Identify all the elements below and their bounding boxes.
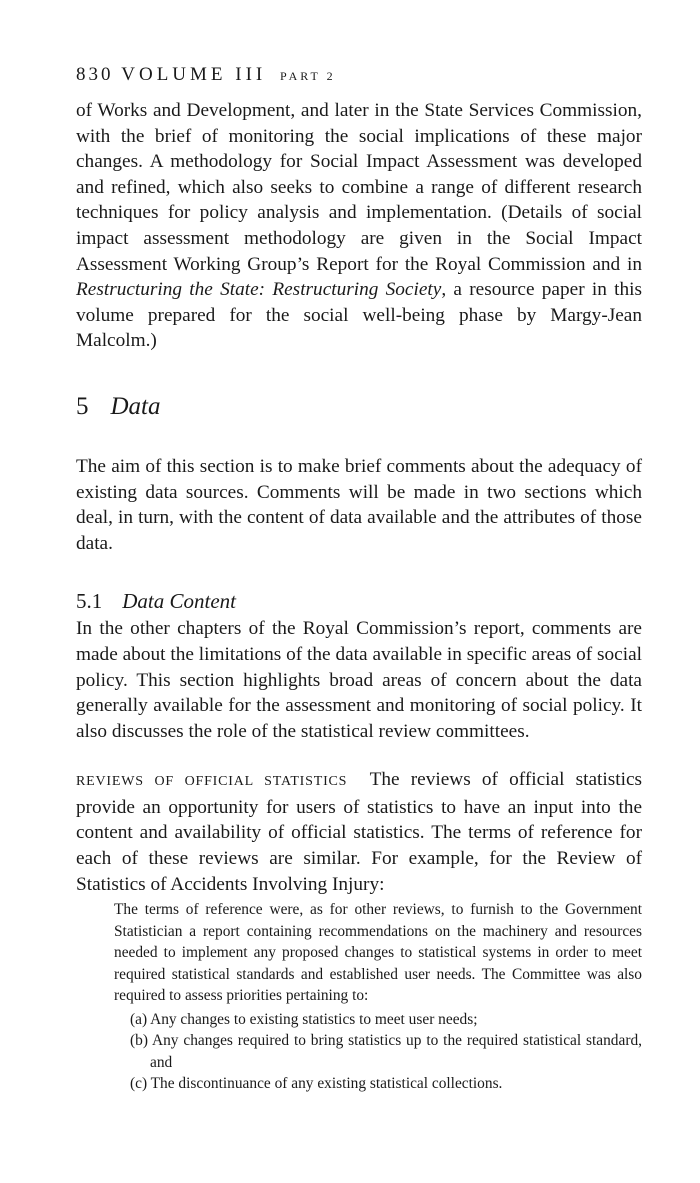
quote-list xyxy=(130,1009,642,1095)
running-head xyxy=(76,64,336,86)
part-label: PART 2 xyxy=(280,69,336,83)
subsection-title: Data Content xyxy=(122,589,236,614)
reviews-paragraph xyxy=(76,767,642,897)
list-item: (c) The discontinuance of any existing statistical collections. xyxy=(130,1075,503,1093)
section-heading xyxy=(76,392,642,422)
reviews-heading: REVIEWS OF OFFICIAL STATISTICS xyxy=(76,774,348,790)
page-number: 830 xyxy=(76,64,114,85)
resource-paper-title: Restructuring the State: Restructuring Society xyxy=(76,279,442,301)
list-item: (a) Any changes to existing statistics to meet user needs; xyxy=(130,1010,478,1028)
quote-text: The terms of reference were, as for other reviews, to furnish to the Government Statistician a report containing recommendations on the machinery and resources needed to implement any proposed changes to statistical systems in order to meet required statistical standards and established user needs. The Committee was also required to assess priorities pertaining to: xyxy=(114,901,642,1005)
data-content-paragraph: In the other chapters of the Royal Commission’s report, comments are made about the limitations of the data available in specific areas of social policy. This section highlights broad areas of concern about the data generally available for the assessment and monitoring of social policy. It also discusses the role of the statistical review committees. xyxy=(76,618,642,742)
subsection-number: 5.1 xyxy=(76,589,103,614)
subsection-heading xyxy=(76,588,642,614)
reviews-text: The reviews of official statistics provide an opportunity for users of statistics to have an input into the content and availability of official statistics. The terms of reference for each of these reviews are similar. For example, for the Review of Statistics of Accidents Involving Injury: xyxy=(76,769,643,895)
continuation-paragraph xyxy=(76,98,642,354)
continuation-text-2: , a resource paper in this volume prepared for the social well-being phase by Margy-Jean Malcolm.) xyxy=(76,279,642,352)
block-quote xyxy=(114,899,642,1095)
continuation-text-1: of Works and Development, and later in the State Services Commission, with the brief of monitoring the social implications of these major changes. A methodology for Social Impact Assessment was developed and refined, which also seeks to combine a range of different research techniques for policy analysis and implementation. (Details of social impact assessment methodology are given in the Social Impact Assessment Working Group’s Report for the Royal Commission and in xyxy=(76,100,642,275)
section-number: 5 xyxy=(76,392,89,420)
section-title: Data xyxy=(110,392,161,420)
volume-label: VOLUME III xyxy=(121,64,267,85)
section-intro-paragraph: The aim of this section is to make brief comments about the adequacy of existing data sources. Comments will be made in two sections which deal, in turn, with the content of data available and the attributes of those data. xyxy=(76,455,642,554)
page-body xyxy=(76,98,642,1095)
list-item: (b) Any changes required to bring statistics up to the required statistical standard, and xyxy=(130,1032,642,1071)
